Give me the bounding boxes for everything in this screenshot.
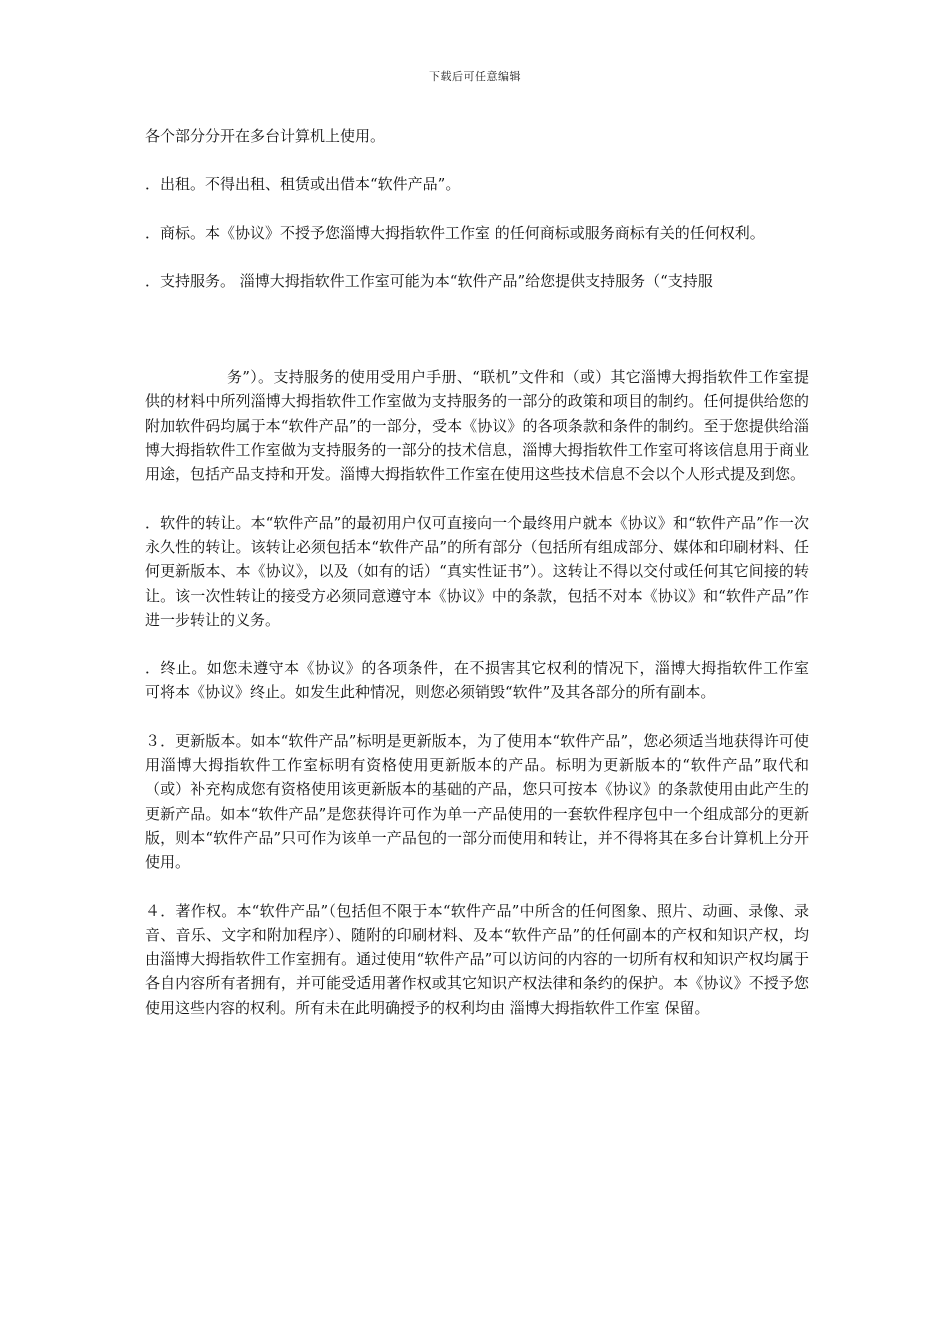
paragraph-rental: ．出租。不得出租、租赁或出借本“软件产品”。 bbox=[145, 175, 461, 194]
paragraph-support-services-continued: 务”）。支持服务的使用受用户手册、“联机”文件和（或）其它淄博大拇指软件工作室提供的材料中所列淄博大拇指软件工作室做为支持服务的一部分的政策和项目的制约。任何提供给您的附加软件码均属于本“软件产品”的一部分，受本《协议》的各项条款和条件的制约。至于您提供给淄博大拇指软件工作室做为支持服务的一部分的技术信息，淄博大拇指软件工作室可将该信息用于商业用途，包括产品支持和开发。淄博大拇指软件工作室在使用这些技术信息不会以个人形式提及到您。 bbox=[145, 368, 809, 484]
page-header: 下载后可任意编辑 bbox=[429, 70, 521, 83]
paragraph-termination: ．终止。如您未遵守本《协议》的各项条件，在不损害其它权利的情况下，淄博大拇指软件工作室 可将本《协议》终止。如发生此种情况，则您必须销毁“软件”及其各部分的所有副本。 bbox=[145, 659, 809, 702]
paragraph-support-services: ．支持服务。 淄博大拇指软件工作室可能为本“软件产品”给您提供支持服务（“支持服 bbox=[145, 271, 713, 290]
paragraph-upgrades: ３．更新版本。如本“软件产品”标明是更新版本，为了使用本“软件产品”，您必须适当地获得许可使用淄博大拇指软件工作室标明有资格使用更新版本的产品。标明为更新版本的“软件产品”取代和（或）补充构成您有资格使用该更新版本的基础的产品，您只可按本《协议》的条款使用由此产生的更新产品。如本“软件产品”是您获得许可作为单一产品使用的一套软件程序包中一个组成部分的更新版，则本“软件产品”只可作为该单一产品包的一部分而使用和转让，并不得将其在多台计算机上分开使用。 bbox=[145, 731, 809, 872]
paragraph-trademark: ．商标。本《协议》不授予您淄博大拇指软件工作室 的任何商标或服务商标有关的任何权利。 bbox=[145, 223, 765, 242]
paragraph-copyright: ４．著作权。本“软件产品”（包括但不限于本“软件产品”中所含的任何图象、照片、动画、录像、录音、音乐、文字和附加程序）、随附的印刷材料、及本“软件产品”的任何副本的产权和知识产权，均由淄博大拇指软件工作室拥有。通过使用“软件产品”可以访问的内容的一切所有权和知识产权均属于各自内容所有者拥有，并可能受适用著作权或其它知识产权法律和条约的保护。本《协议》不授予您使用这些内容的权利。所有未在此明确授予的权利均由 淄博大拇指软件工作室 保留。 bbox=[145, 901, 809, 1017]
document-body bbox=[145, 124, 809, 1044]
paragraph-software-transfer: ．软件的转让。本“软件产品”的最初用户仅可直接向一个最终用户就本《协议》和“软件产品”作一次永久性的转让。该转让必须包括本“软件产品”的所有部分（包括所有组成部分、媒体和印刷材料、任何更新版本、本《协议》，以及（如有的话）“真实性证书”）。这转让不得以交付或任何其它间接的转让。该一次性转让的接受方必须同意遵守本《协议》中的条款，包括不对本《协议》和“软件产品”作进一步转让的义务。 bbox=[145, 513, 809, 629]
paragraph-separate-use: 各个部分分开在多台计算机上使用。 bbox=[145, 127, 386, 145]
